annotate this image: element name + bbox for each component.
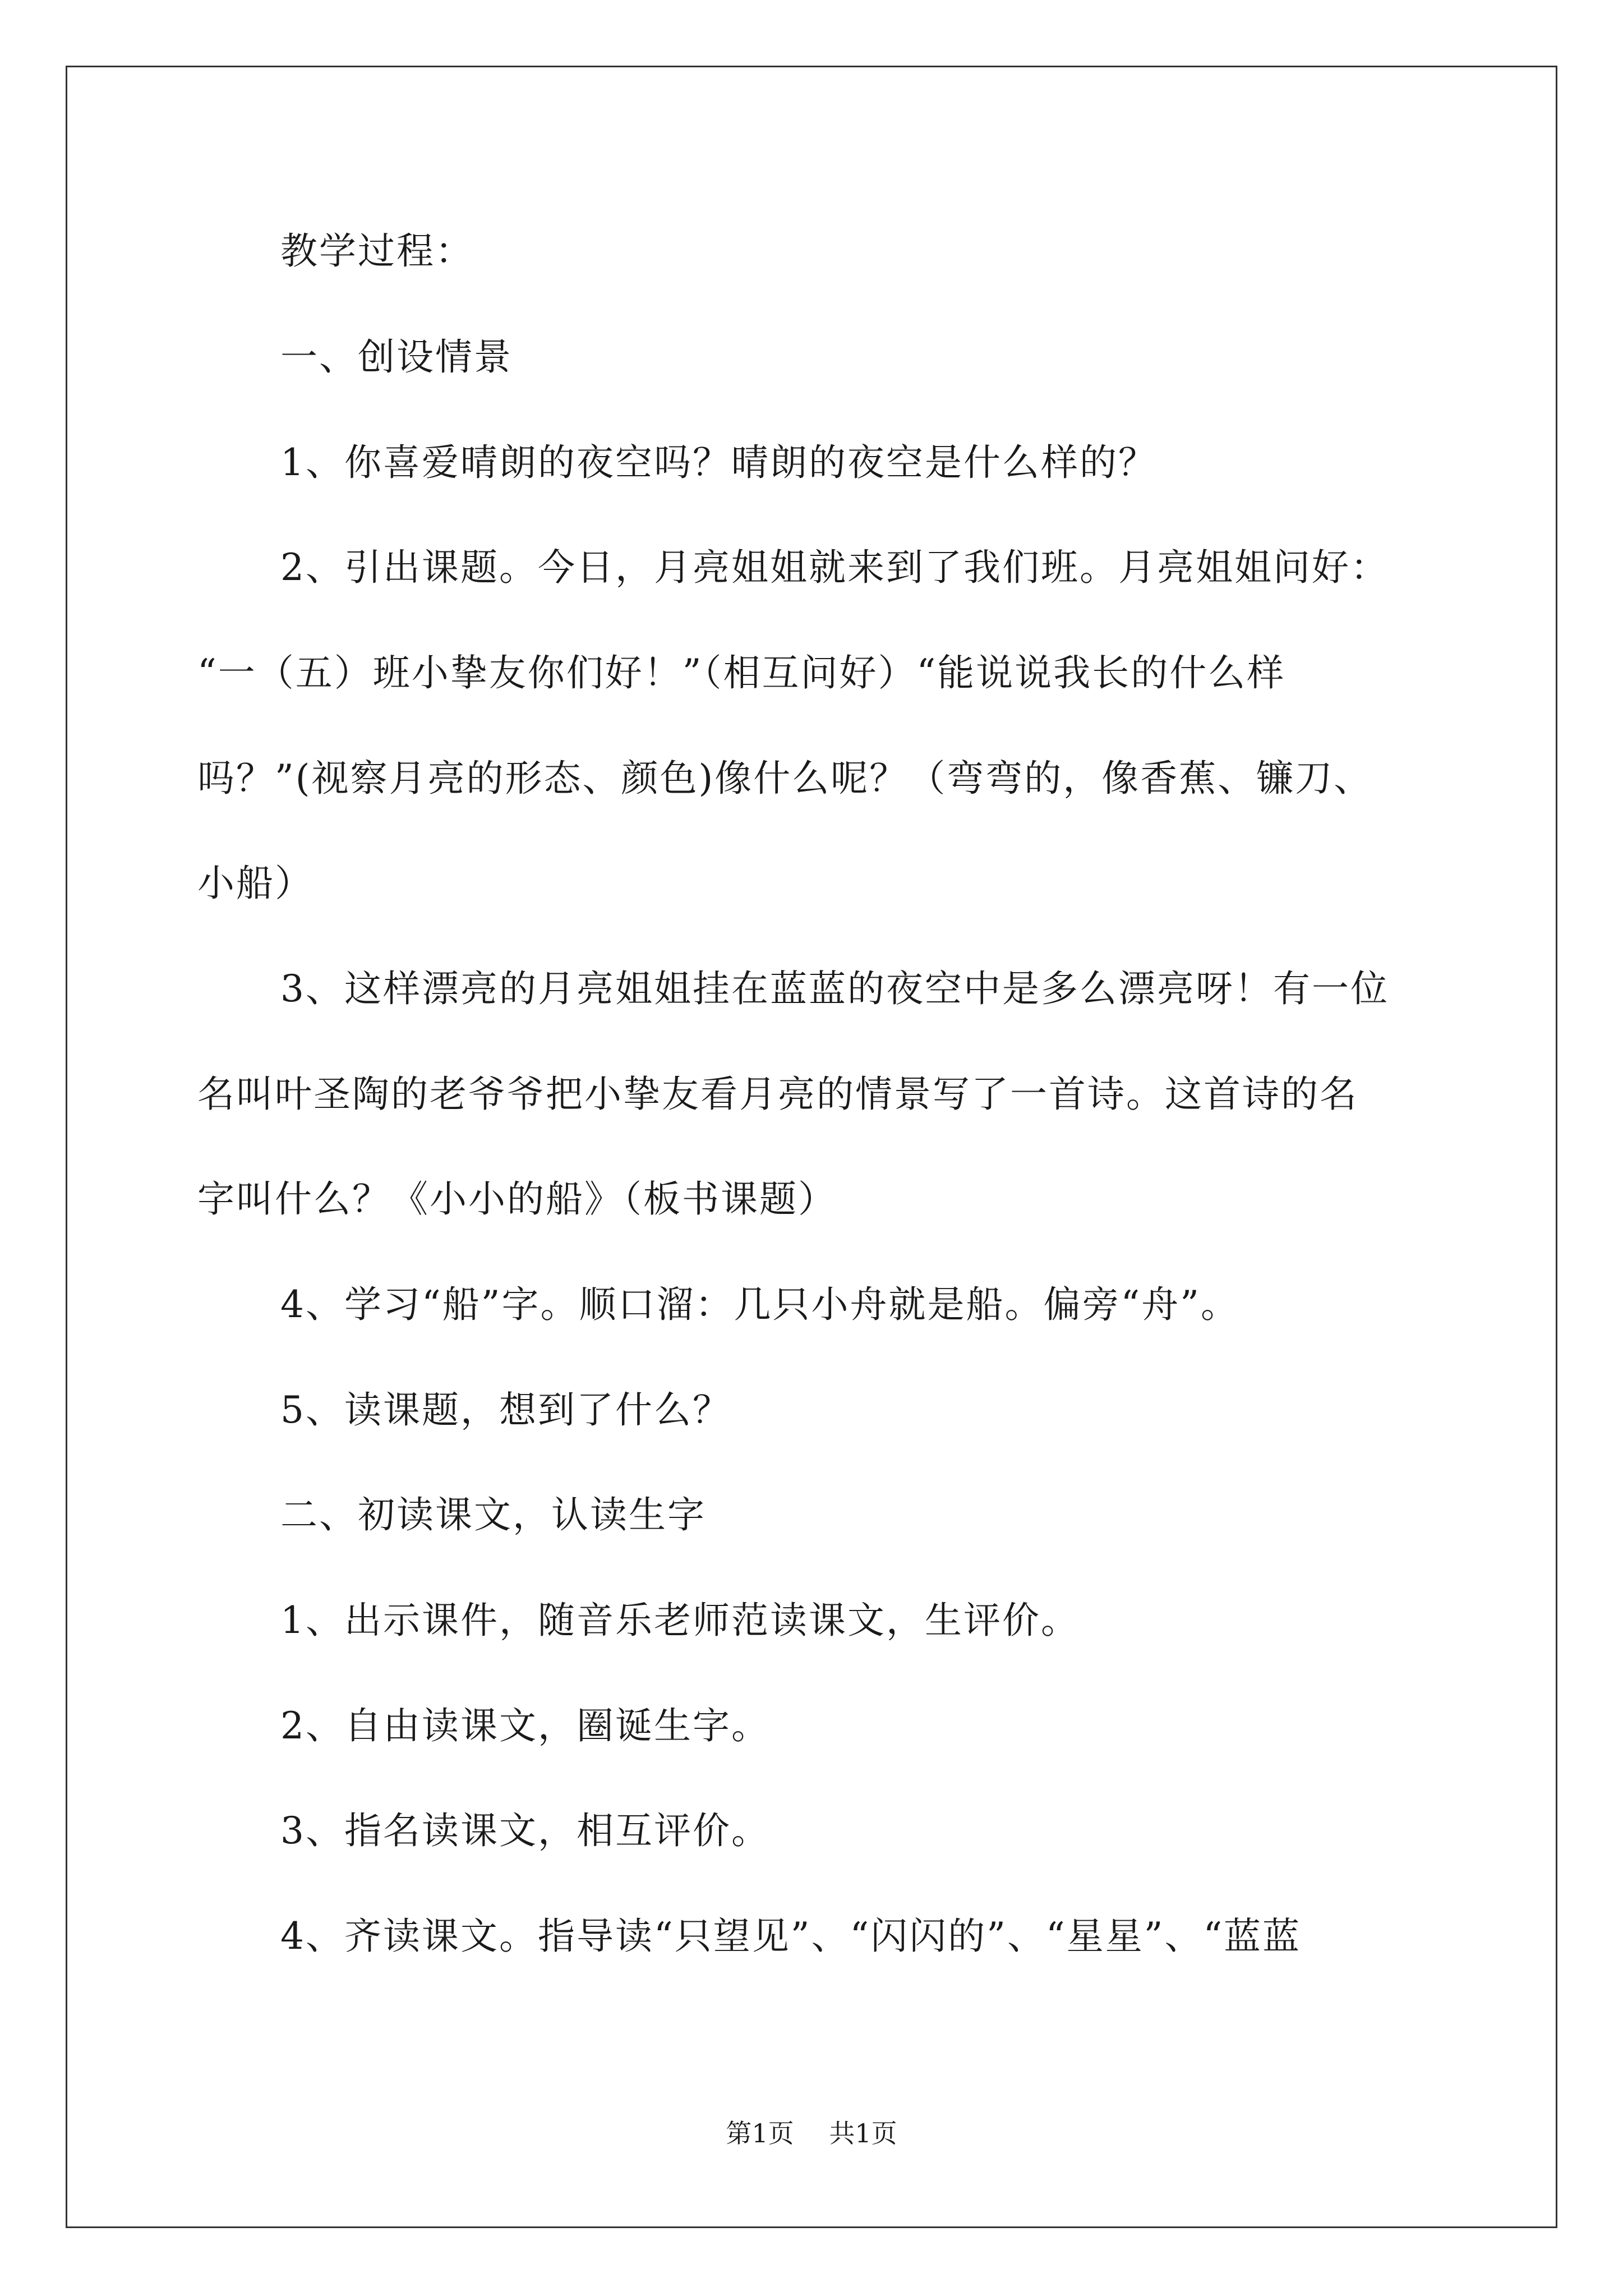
- heading-teaching-process: 教学过程：: [280, 229, 474, 273]
- page-footer: [0, 2118, 1623, 2149]
- paragraph-line: 名叫叶圣陶的老爷爷把小挚友看月亮的情景写了一首诗。这首诗的名: [197, 1073, 1358, 1116]
- paragraph-line: 5、读课题，想到了什么？: [280, 1388, 731, 1432]
- paragraph-line: 4、齐读课文。指导读“只望见”、“闪闪的”、“星星”、“蓝蓝: [280, 1915, 1302, 1958]
- page-number-total: 共1页: [829, 2118, 897, 2148]
- paragraph-line: 字叫什么？《小小的船》（板书课题）: [197, 1177, 837, 1221]
- paragraph-line: 1、你喜爱晴朗的夜空吗？晴朗的夜空是什么样的？: [280, 441, 1157, 484]
- section-heading-1: 一、创设情景: [280, 335, 513, 379]
- page-border: [66, 66, 1557, 2228]
- paragraph-line: 3、这样漂亮的月亮姐姐挂在蓝蓝的夜空中是多么漂亮呀！有一位: [280, 967, 1389, 1010]
- paragraph-line: 1、出示课件，随音乐老师范读课文，生评价。: [280, 1599, 1080, 1642]
- paragraph-line: “一（五）班小挚友你们好！”（相互问好）“能说说我长的什么样: [197, 651, 1286, 694]
- paragraph-line: 2、引出课题。今日，月亮姐姐就来到了我们班。月亮姐姐问好：: [280, 546, 1389, 589]
- section-heading-2: 二、初读课文，认读生字: [280, 1493, 706, 1536]
- paragraph-line: 2、自由读课文，圈诞生字。: [280, 1704, 770, 1747]
- paragraph-line: 4、学习“船”字。顺口溜：几只小舟就是船。偏旁“舟”。: [280, 1283, 1239, 1326]
- page-number-current: 第1页: [726, 2118, 794, 2148]
- paragraph-line: 小船）: [197, 862, 313, 905]
- paragraph-line: 吗？”(视察月亮的形态、颜色)像什么呢？（弯弯的，像香蕉、镰刀、: [197, 757, 1373, 800]
- paragraph-line: 3、指名读课文，相互评价。: [280, 1809, 770, 1852]
